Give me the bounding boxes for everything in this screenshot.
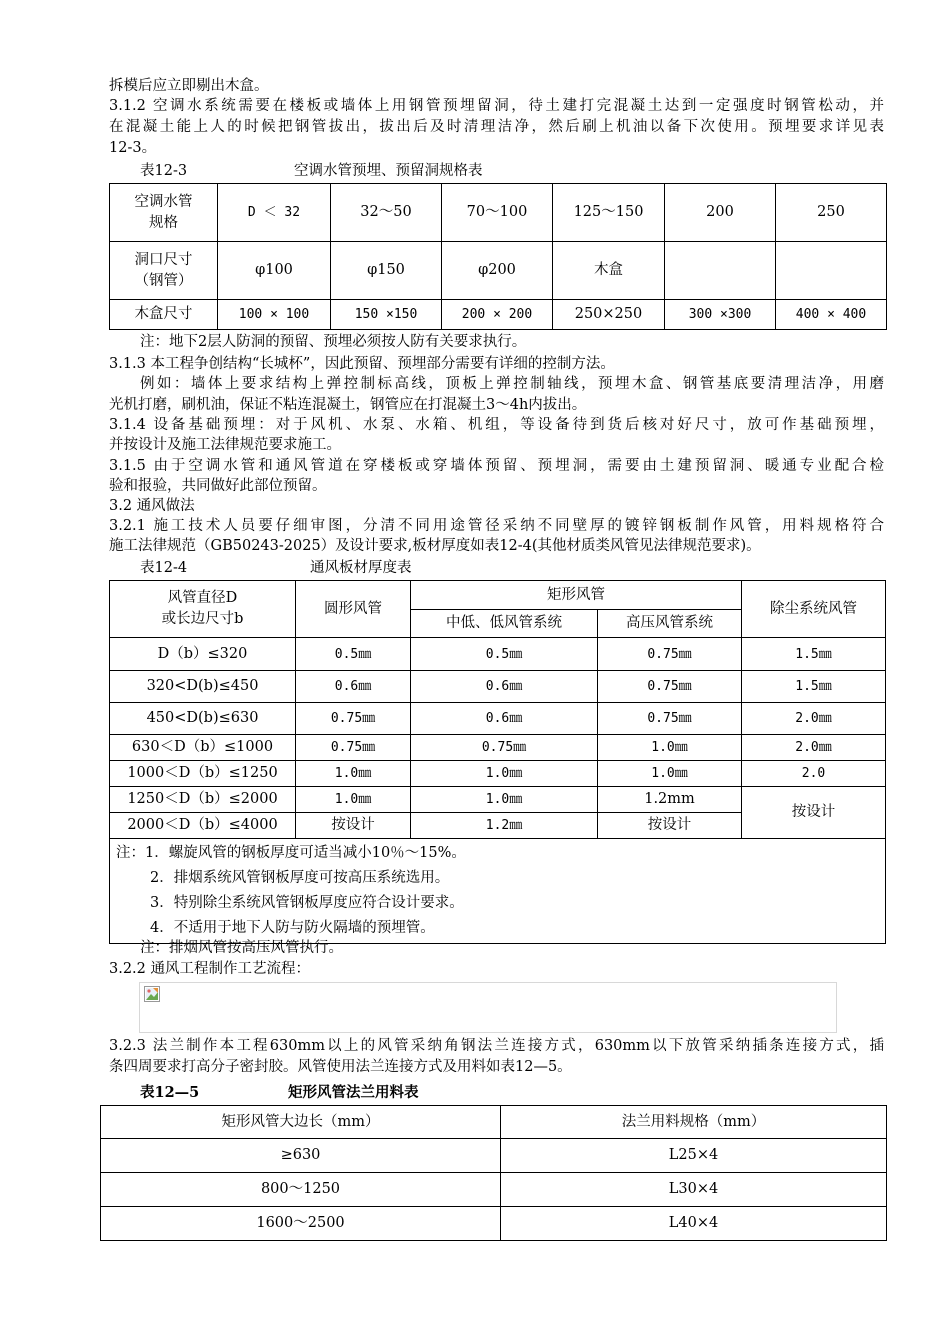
table-cell: 0.75㎜ <box>296 703 411 735</box>
table-cell: ≥630 <box>101 1139 501 1173</box>
table-caption-label: 表12-3 <box>140 163 188 179</box>
table-12-4 <box>109 580 886 944</box>
text-line: 3.2.3 法兰制作本工程630mm以上的风管采纳角钢法兰连接方式，630mm以下放管采纳插条连接方式，插 <box>109 1038 884 1054</box>
table-cell: 2.0㎜ <box>742 703 886 735</box>
table-cell: 木盒尺寸 <box>110 300 218 330</box>
text-line: 条四周要求打高分子密封胶。风管使用法兰连接方式及用料如表12—5。 <box>109 1059 572 1075</box>
table-row <box>101 1106 887 1139</box>
table-cell: 1.2mm <box>598 787 742 813</box>
table-cell: 32～50 <box>331 184 442 242</box>
table-cell: 1.0㎜ <box>411 761 598 787</box>
text-line: 并按设计及施工法律规范要求施工。 <box>109 437 341 453</box>
table-cell: 1.5㎜ <box>742 671 886 703</box>
table-12-5 <box>100 1105 887 1241</box>
table-caption-label: 表12—5 <box>140 1084 200 1101</box>
table-cell: 木盒 <box>553 242 665 300</box>
text-line: 光机打磨，刷机油，保证不粘连混凝土，钢管应在打混凝土3～4h内拔出。 <box>109 397 587 413</box>
table-notes <box>110 839 886 944</box>
table-row <box>110 300 887 330</box>
table-row <box>101 1139 887 1173</box>
table-header-cell: 高压风管系统 <box>598 610 742 638</box>
table-cell: 70～100 <box>442 184 553 242</box>
table-cell: 1.0㎜ <box>411 787 598 813</box>
table-cell: 800～1250 <box>101 1173 501 1207</box>
table-cell: 1.0㎜ <box>598 761 742 787</box>
table-header-cell: 法兰用料规格（mm） <box>501 1106 887 1139</box>
table-header-cell: 风管直径D 或长边尺寸b <box>110 581 296 638</box>
table-cell: 1000＜D（b）≤1250 <box>110 761 296 787</box>
table-cell: 2.0㎜ <box>742 735 886 761</box>
note-line: 注：1．螺旋风管的钢板厚度可适当减小10％～15%。 <box>116 845 466 861</box>
table-caption-title: 矩形风管法兰用料表 <box>288 1084 419 1101</box>
table-cell: 125～150 <box>553 184 665 242</box>
table-cell: 630＜D（b）≤1000 <box>110 735 296 761</box>
table-cell: 空调水管 规格 <box>110 184 218 242</box>
table-caption-title: 通风板材厚度表 <box>310 560 412 576</box>
table-header-cell: 中低、低风管系统 <box>411 610 598 638</box>
table-cell: 1.0㎜ <box>296 761 411 787</box>
text-line: 在混凝土能上人的时候把钢管拔出，拔出后及时清理洁净，然后刷上机油以备下次使用。预埋要求详见表 <box>109 119 884 135</box>
table-cell: 320<D(b)≤450 <box>110 671 296 703</box>
text-line: 例如：墙体上要求结构上弹控制标高线，顶板上弹控制轴线，预埋木盒、钢管基底要清理洁净，用磨 <box>140 376 884 392</box>
table-cell: 150 ×150 <box>331 300 442 330</box>
table-header-cell: 圆形风管 <box>296 581 411 638</box>
table-row <box>110 638 886 671</box>
note: 注：排烟风管按高压风管执行。 <box>140 940 343 956</box>
table-cell: 1600～2500 <box>101 1207 501 1241</box>
table-cell: 按设计 <box>742 787 886 839</box>
table-cell <box>665 242 776 300</box>
text-line: 3.1.4 设备基础预埋：对于风机、水泵、水箱、机组，等设备待到货后核对好尺寸，放可作基础预埋， <box>109 417 884 433</box>
section-heading: 3.2 通风做法 <box>109 498 195 514</box>
table-cell <box>776 242 887 300</box>
note-line: 3．特别除尘系统风管钢板厚度应符合设计要求。 <box>150 895 464 911</box>
table-cell: 400 × 400 <box>776 300 887 330</box>
table-cell: 0.75㎜ <box>598 671 742 703</box>
text-line: 施工法律规范（GB50243-2025）及设计要求,板材厚度如表12-4(其他材质类风管见法律规范要求)。 <box>109 538 761 554</box>
table-header-cell: 除尘系统风管 <box>742 581 886 638</box>
table-cell: 0.75㎜ <box>411 735 598 761</box>
table-cell: 250 <box>776 184 887 242</box>
table-cell: 200 <box>665 184 776 242</box>
note: 注：地下2层人防洞的预留、预埋必须按人防有关要求执行。 <box>140 334 527 350</box>
table-cell: 100 × 100 <box>218 300 331 330</box>
table-cell: 450<D(b)≤630 <box>110 703 296 735</box>
table-12-3 <box>109 183 887 330</box>
flowchart-image-placeholder <box>139 982 837 1033</box>
table-cell: 300 ×300 <box>665 300 776 330</box>
text-line: 3.2.1 施工技术人员要仔细审图，分清不同用途管径采纳不同壁厚的镀锌钢板制作风管，用料规格符合 <box>109 518 884 534</box>
table-cell: 2000＜D（b）≤4000 <box>110 813 296 839</box>
table-cell: L25×4 <box>501 1139 887 1173</box>
table-cell: 0.5㎜ <box>296 638 411 671</box>
table-header-cell: 矩形风管 <box>411 581 742 610</box>
table-cell: 洞口尺寸 （钢管） <box>110 242 218 300</box>
text-line: 3.2.2 通风工程制作工艺流程： <box>109 961 311 977</box>
broken-image-icon <box>144 986 160 1002</box>
table-cell: φ200 <box>442 242 553 300</box>
table-caption-label: 表12-4 <box>140 560 188 576</box>
table-row <box>110 735 886 761</box>
table-row <box>101 1173 887 1207</box>
table-row <box>110 242 887 300</box>
table-cell: 0.6㎜ <box>411 703 598 735</box>
table-cell: 按设计 <box>598 813 742 839</box>
table-cell: L30×4 <box>501 1173 887 1207</box>
table-cell: 0.75㎜ <box>598 638 742 671</box>
text-line: 拆模后应立即剔出木盒。 <box>109 78 269 94</box>
note-line: 4．不适用于地下人防与防火隔墙的预埋管。 <box>150 920 435 936</box>
table-row <box>110 787 886 813</box>
table-row <box>110 184 887 242</box>
table-row <box>101 1207 887 1241</box>
table-row <box>110 839 886 944</box>
table-cell: 1.0㎜ <box>296 787 411 813</box>
table-cell: 0.6㎜ <box>411 671 598 703</box>
text-line: 3.1.2 空调水系统需要在楼板或墙体上用钢管预埋留洞，待土建打完混凝土达到一定强度时钢管松动，并 <box>109 98 884 114</box>
table-caption-title: 空调水管预埋、预留洞规格表 <box>294 163 483 179</box>
table-cell: 0.75㎜ <box>598 703 742 735</box>
table-cell: 250×250 <box>553 300 665 330</box>
table-cell: 1.0㎜ <box>598 735 742 761</box>
table-cell: 0.75㎜ <box>296 735 411 761</box>
table-cell: D（b）≤320 <box>110 638 296 671</box>
table-row <box>110 671 886 703</box>
table-cell: 200 × 200 <box>442 300 553 330</box>
table-header-cell: 矩形风管大边长（mm） <box>101 1106 501 1139</box>
table-cell: 1.5㎜ <box>742 638 886 671</box>
table-cell: 按设计 <box>296 813 411 839</box>
table-row <box>110 581 886 610</box>
text-line: 12-3。 <box>109 140 157 156</box>
table-cell: 1.2㎜ <box>411 813 598 839</box>
table-cell: 2.0 <box>742 761 886 787</box>
table-row <box>110 703 886 735</box>
note-line: 2．排烟系统风管钢板厚度可按高压系统选用。 <box>150 870 450 886</box>
table-cell: φ150 <box>331 242 442 300</box>
table-cell: 0.6㎜ <box>296 671 411 703</box>
table-row <box>110 761 886 787</box>
table-cell: φ100 <box>218 242 331 300</box>
table-cell: L40×4 <box>501 1207 887 1241</box>
text-line: 3.1.3 本工程争创结构“长城杯”，因此预留、预埋部分需要有详细的控制方法。 <box>109 356 615 372</box>
text-line: 验和报验，共同做好此部位预留。 <box>109 478 327 494</box>
table-cell: 1250＜D（b）≤2000 <box>110 787 296 813</box>
table-cell: 0.5㎜ <box>411 638 598 671</box>
table-cell: D ＜ 32 <box>218 184 331 242</box>
text-line: 3.1.5 由于空调水管和通风管道在穿楼板或穿墙体预留、预埋洞，需要由土建预留洞、暖通专业配合检 <box>109 458 884 474</box>
